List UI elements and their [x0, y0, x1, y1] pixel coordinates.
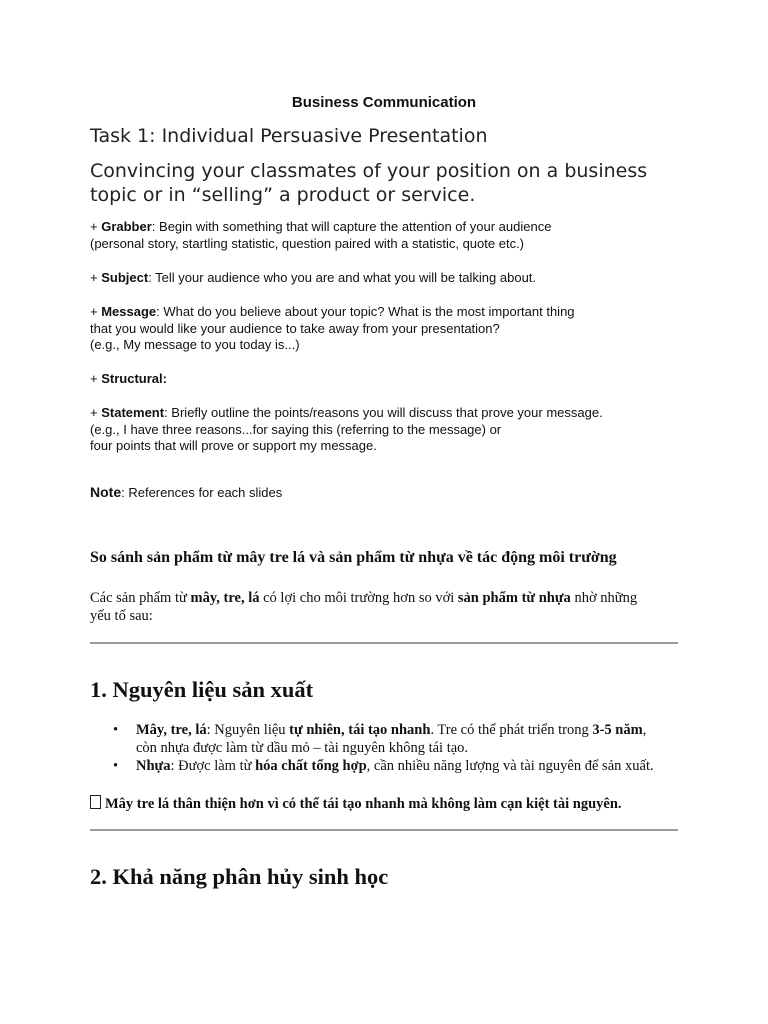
intro-bold: sản phẩm từ nhựa — [457, 590, 571, 606]
conclusion — [90, 795, 622, 813]
section-subject — [90, 270, 536, 287]
section-text: (e.g., My message to you today is...) — [90, 337, 300, 352]
bullet-text: còn nhựa được làm từ dầu mỏ – tài nguyên không tái tạo. — [136, 740, 469, 756]
note-text: : References for each slides — [121, 485, 283, 500]
bullet-bold: tự nhiên, tái tạo nhanh — [289, 722, 431, 738]
section-text: : Begin with something that will capture the attention of your audience — [151, 219, 552, 234]
intro-text: Các sản phẩm từ — [90, 590, 191, 606]
bullet-text: . Tre có thể phát triển trong — [430, 722, 593, 738]
section-text: : What do you believe about your topic? What is the most important thing — [156, 304, 575, 319]
plus-prefix: + — [90, 304, 102, 319]
section-text: : Tell your audience who you are and what you will be talking about. — [148, 270, 537, 285]
section-text: four points that will prove or support my message. — [90, 438, 377, 453]
bullet-bold: Nhựa — [136, 758, 171, 774]
task-subtitle: Convincing your classmates of your position on a business topic or in “selling” a product or service. — [90, 160, 648, 206]
horizontal-rule — [90, 642, 678, 644]
task-title: Task 1: Individual Persuasive Presentation — [90, 125, 488, 147]
section-text: that you would like your audience to take away from your presentation? — [90, 320, 500, 336]
section-heading-2: 2. Khả năng phân hủy sinh học — [90, 864, 389, 889]
plus-prefix: + — [90, 371, 102, 386]
section-label: Structural: — [101, 371, 167, 386]
conclusion-text: Mây tre lá thân thiện hơn vì có thể tái tạo nhanh mà không làm cạn kiệt tài nguyên. — [105, 796, 622, 812]
section-message — [90, 304, 575, 354]
section-text: : Briefly outline the points/reasons you will discuss that prove your message. — [164, 405, 603, 420]
section-label: Message — [101, 304, 157, 319]
article-heading: So sánh sản phẩm từ mây tre lá và sản phẩm từ nhựa về tác động môi trường — [90, 549, 617, 566]
plus-prefix: + — [90, 270, 102, 285]
plus-prefix: + — [90, 405, 102, 420]
bullet-text: , — [642, 722, 647, 738]
bullet-list — [110, 721, 690, 775]
section-structural — [90, 371, 167, 388]
note-label: Note — [90, 484, 122, 500]
horizontal-rule — [90, 829, 678, 831]
bullet-text: , cần nhiều năng lượng và tài nguyên để sản xuất. — [366, 758, 654, 774]
section-label: Subject — [101, 270, 149, 285]
bullet-text: : Được làm từ — [170, 758, 256, 774]
section-label: Statement — [101, 405, 165, 420]
section-text: (e.g., I have three reasons...for saying this (referring to the message) or — [90, 421, 502, 437]
list-item — [110, 757, 690, 775]
missing-glyph-icon — [90, 795, 101, 809]
intro-text: có lợi cho môi trường hơn so với — [259, 590, 458, 606]
bullet-icon: • — [113, 722, 119, 738]
intro-text: yếu tố sau: — [90, 608, 153, 624]
bullet-text: : Nguyên liệu — [206, 722, 290, 738]
document-title: Business Communication — [291, 94, 477, 111]
note — [90, 484, 282, 500]
bullet-icon: • — [113, 758, 119, 774]
bullet-bold: 3-5 năm — [592, 722, 643, 738]
section-text: (personal story, startling statistic, question paired with a statistic, quote etc.) — [90, 235, 525, 251]
section-grabber — [90, 219, 551, 252]
plus-prefix: + — [90, 219, 102, 234]
article-intro — [90, 589, 680, 625]
intro-bold: mây, tre, lá — [190, 590, 260, 606]
bullet-bold: hóa chất tổng hợp — [255, 758, 367, 774]
intro-text: nhờ những — [570, 590, 638, 606]
section-heading-1: 1. Nguyên liệu sản xuất — [90, 677, 314, 702]
section-statement — [90, 405, 603, 455]
section-label: Grabber — [101, 219, 152, 234]
bullet-bold: Mây, tre, lá — [136, 722, 207, 738]
list-item — [110, 721, 690, 757]
